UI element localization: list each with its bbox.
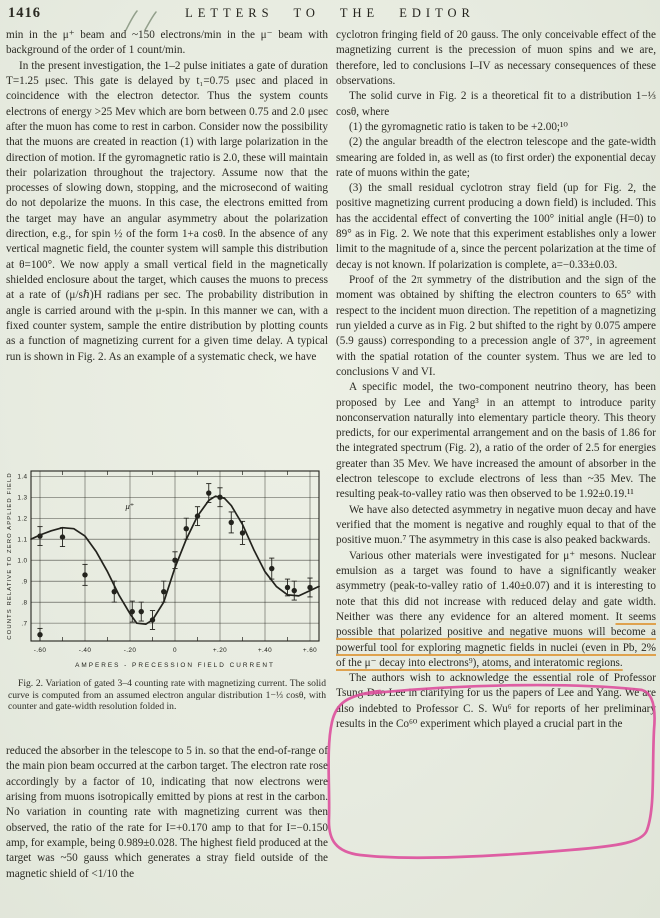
x-tick-label: +.20 — [212, 647, 228, 654]
paragraph: (3) the small residual cyclotron stray field (up for Fig. 2, the positive magnetizing current producing a down field) is included. This has the accidental effect of converting the 100° initial angle (H=0) to 89° as in Fig. 2. We note that this experiment establishes only a lower limit to the magnitude of a, since the percent polarization at the time of decay is not known. If polarization is complete, a=−0.33±0.03. — [336, 182, 656, 271]
circled-paragraph — [336, 549, 656, 672]
paragraph: We have also detected asymmetry in negative muon decay and have verified that the moment is negative and roughly equal to that of the positive muon.⁷ The asymmetry in this case is also peaked backwards. — [336, 503, 656, 547]
data-point — [82, 572, 87, 577]
data-point — [172, 557, 177, 562]
data-point — [60, 534, 65, 539]
x-axis-label: AMPERES - PRECESSION FIELD CURRENT — [75, 662, 275, 669]
figure-2 — [4, 466, 326, 671]
paragraph: A specific model, the two-component neutrino theory, has been proposed by Lee and Yang³ in an attempt to introduce parity nonconservation naturally into elementary particle theory. This theory predicts, for our experimental arrangement and on the basis of 1.86 for the integrated spectrum (Fig. 2), a ratio of the order of 2.5 for energies greater than 35 Mev. We have increased the amount of absorber in the electron telescope to exclude electrons of less than ~35 Mev. The resulting peak-to-valley ratio was then observed to be 1.92±0.19.¹¹ — [336, 381, 656, 501]
x-tick-label: -.40 — [78, 647, 92, 654]
left-column-upper — [6, 28, 328, 365]
paragraph: In the present investigation, the 1–2 pulse initiates a gate of duration T=1.25 μsec. This gate is delayed by t₁=0.75 μsec and placed in coincidence with the electron detector. Thus the system counts electrons of energy >25 Mev which are born between 0.75 and 2.0 μsec after the muon has come to rest in carbon. Consider now the possibility that the muons are created in reaction (1) with large polarization in the direction of motion. If the gyromagnetic ratio is 2.0, these will maintain their polarization throughout the trajectory. Assume now that the processes of slowing down, stopping, and the microsecond of waiting do not depolarize the muons. In this case, the electrons emitted from the target may have an angular asymmetry about the polarization direction, e.g., for spin ½ of the form 1+a cosθ. In the absence of any vertical magnetic field, the counter system will sample this distribution at θ=100°. We now apply a small vertical field in the magnetically shielded enclosure about the target, which causes the muons to precess at a rate of (μ/sℏ)H radians per sec. The probability distribution in angle is carried around with the μ-spin. In this manner we can, with a fixed counter system, sample the entire distribution by plotting counts as a function of magnetizing current for a given time delay. A typical run is shown in Fig. 2. As an example of a systematic check, we have — [6, 59, 328, 363]
data-point — [217, 495, 222, 500]
data-point — [206, 490, 211, 495]
y-tick-label: .8 — [21, 599, 28, 607]
data-point — [37, 533, 42, 538]
data-point — [184, 526, 189, 531]
y-tick-label: 1.1 — [17, 536, 28, 544]
series-label: μ⁺ — [125, 500, 135, 511]
y-axis-label: COUNTS RELATIVE TO ZERO APPLIED FIELD — [7, 472, 13, 640]
paragraph: min in the μ⁺ beam and ~150 electrons/min in the μ⁻ beam with background of the order of 1 count/min. — [6, 29, 328, 57]
x-tick-label: -.20 — [123, 647, 137, 654]
data-point — [112, 589, 117, 594]
paragraph: (1) the gyromagnetic ratio is taken to be +2.00;¹⁰ — [349, 120, 568, 133]
paragraph: The solid curve in Fig. 2 is a theoretical fit to a distribution 1−⅓ cosθ, where — [336, 90, 656, 118]
x-tick-label: +.40 — [257, 647, 273, 654]
paragraph: Proof of the 2π symmetry of the distribution and the sign of the moment was obtained by shifting the electron counters to 65° with respect to the incident muon direction. The repetition of a magnetizing run yielded a curve as in Fig. 2 but shifted to the right by 0.075 ampere (5.9 gauss) corresponding to a precession angle of 37°, in agreement with the spatial rotation of the counter system. Thus we are led to conclusions V and VI. — [336, 274, 656, 378]
figure-chart — [4, 466, 326, 671]
y-tick-label: 1.0 — [17, 557, 28, 565]
y-tick-label: .7 — [21, 620, 28, 628]
x-tick-label: 0 — [173, 647, 177, 654]
circled-paragraph-plain-text: Various other materials were investigated for μ⁺ mesons. Nuclear emulsion as a target was found to have a significantly weaker asymmetry (peak-to-valley ratio of 1.40±0.07) and it is interesting to note that this did not increase with reduced delay and gate width. Neither was there any evidence for an altered moment. — [336, 549, 656, 623]
paragraph: reduced the absorber in the telescope to 5 in. so that the end-of-range of the main pion beam occurred at the carbon target. The electron rate rose accordingly by a factor of 10, indicating that now electrons were arising from muons isotropically emitted by pions at rest in the carbon. No variation in counting rate with magnetizing current was then observed, the ratio of the rate for I=+0.170 amp to that for I=−0.150 amp, for example, being 0.989±0.028. The highest field produced at the target was ~50 gauss which generates a stray field outside of the magnetic shield of <1/10 the — [6, 745, 328, 880]
running-header: LETTERS TO THE EDITOR — [185, 6, 475, 20]
data-point — [285, 585, 290, 590]
x-tick-label: +.60 — [302, 647, 318, 654]
data-point — [139, 609, 144, 614]
x-tick-label: -.60 — [33, 647, 47, 654]
paragraph: (2) the angular breadth of the electron telescope and the gate-width smearing are folded in, as well as (to first order) the exponential decay rate of muons within the gate; — [336, 136, 656, 179]
data-point — [130, 609, 135, 614]
y-tick-label: 1.2 — [17, 515, 28, 523]
data-point — [307, 585, 312, 590]
data-point — [269, 566, 274, 571]
data-point — [292, 588, 297, 593]
data-point — [195, 513, 200, 518]
right-column — [336, 28, 656, 918]
page-number: 1416 — [8, 5, 41, 21]
left-column-lower — [6, 744, 328, 882]
data-point — [150, 617, 155, 622]
paragraph: The authors wish to acknowledge the essential role of Professor Tsung-Dao Lee in clarifying for us the papers of Lee and Yang. We are also indebted to Professor C. S. Wu⁶ for reports of her preliminary results in the Co⁶⁰ experiment which played a crucial part in the — [336, 672, 656, 731]
data-point — [161, 589, 166, 594]
y-tick-label: 1.3 — [17, 494, 28, 502]
data-point — [240, 530, 245, 535]
data-point — [229, 520, 234, 525]
data-point — [37, 632, 42, 637]
underlined-highlight-text: It seems possible that polarized positive and negative muons will become a powerful tool for exploring magnetic fields in nuclei (even in Pb, 2% of the μ⁻ decay into electrons⁹), atoms, and interatomic regions. — [336, 610, 656, 669]
paragraph: cyclotron fringing field of 20 gauss. The only conceivable effect of the magnetizing current is the precession of muon spins and we are, therefore, led to conclusions I–IV as necessary consequences of these observations. — [336, 29, 656, 87]
y-tick-label: .9 — [21, 578, 28, 586]
figure-caption: Fig. 2. Variation of gated 3–4 counting rate with magnetizing current. The solid curve is computed from an assumed electron angular distribution 1−⅓ cosθ, with counter and gate-width resolution folded in. — [8, 678, 326, 713]
y-tick-label: 1.4 — [17, 473, 28, 481]
